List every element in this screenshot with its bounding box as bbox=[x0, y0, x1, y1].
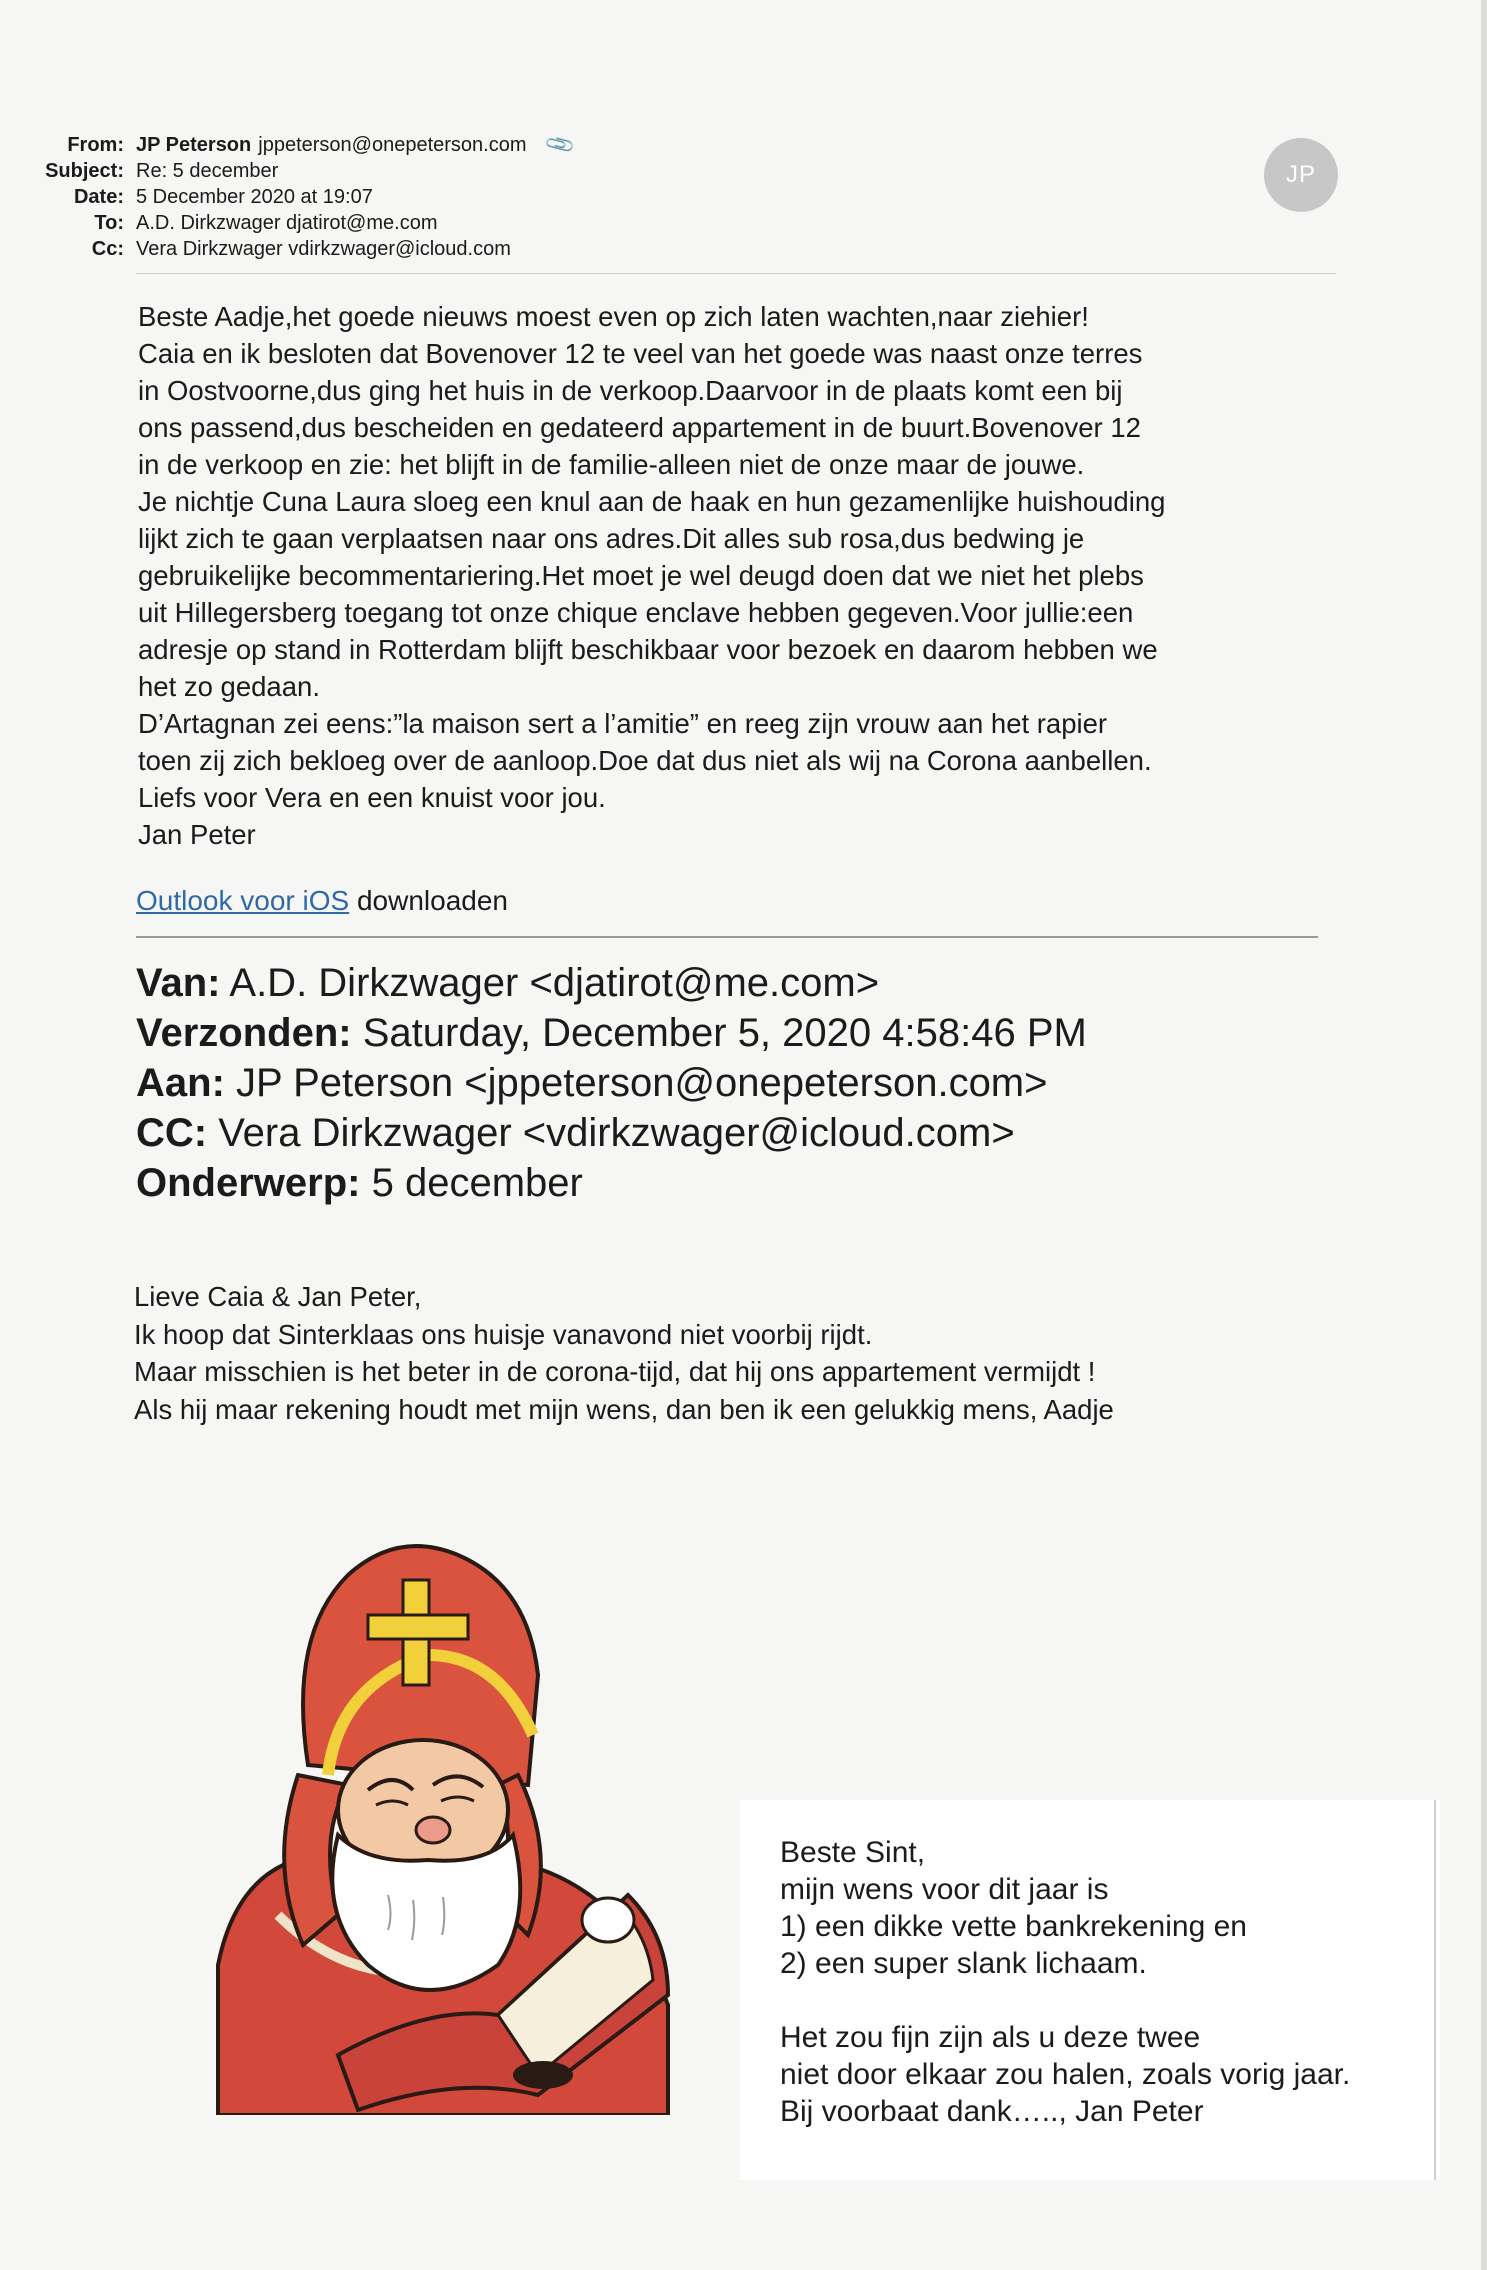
reply-line: Je nichtje Cuna Laura sloeg een knul aan de haak en hun gezamenlijke huishouding bbox=[138, 486, 1166, 517]
header-from-row bbox=[30, 128, 578, 162]
subject-label: Subject: bbox=[45, 160, 124, 182]
reply-line: Caia en ik besloten dat Bovenover 12 te veel van het goede was naast onze terres bbox=[138, 338, 1143, 369]
letter-line: Beste Sint, bbox=[780, 1836, 926, 1869]
original-line: Ik hoop dat Sinterklaas ons huisje vanavond niet voorbij rijdt. bbox=[134, 1318, 873, 1350]
page-edge-shadow bbox=[1481, 0, 1487, 2270]
email-header bbox=[30, 128, 578, 262]
cc-value: Vera Dirkzwager vdirkzwager@icloud.com bbox=[136, 238, 511, 260]
avatar: JP bbox=[1264, 138, 1338, 212]
reply-line: in Oostvoorne,dus ging het huis in de verkoop.Daarvoor in de plaats komt een bij bbox=[138, 375, 1123, 406]
reply-line: Jan Peter bbox=[138, 819, 256, 850]
reply-line: het zo gedaan. bbox=[138, 671, 320, 702]
letter-edge bbox=[1434, 1800, 1436, 2180]
header-date-row bbox=[30, 184, 573, 210]
outlook-suffix: downloaden bbox=[349, 885, 509, 916]
letter-line: Bij voorbaat dank….., Jan Peter bbox=[780, 2095, 1204, 2128]
reply-line: toen zij zich bekloeg over de aanloop.Doe dat dus niet als wij na Corona aanbellen. bbox=[138, 745, 1152, 776]
orig-from-label: Van: bbox=[136, 961, 221, 1005]
subject-value: Re: 5 december bbox=[136, 160, 279, 182]
reply-line: uit Hillegersberg toegang tot onze chique enclave hebben gegeven.Voor jullie:een bbox=[138, 597, 1134, 628]
to-value: A.D. Dirkzwager djatirot@me.com bbox=[136, 212, 438, 234]
reply-line: Beste Aadje,het goede nieuws moest even op zich laten wachten,naar ziehier! bbox=[138, 301, 1089, 332]
letter-line: 2) een super slank lichaam. bbox=[780, 1947, 1147, 1980]
reply-line: ons passend,dus bescheiden en gedateerd appartement in de buurt.Bovenover 12 bbox=[138, 412, 1141, 443]
orig-from-value: A.D. Dirkzwager <djatirot@me.com> bbox=[220, 961, 880, 1005]
letter-line: mijn wens voor dit jaar is bbox=[780, 1873, 1109, 1906]
orig-cc-label: CC: bbox=[136, 1111, 208, 1155]
header-subject-row bbox=[30, 158, 573, 184]
reply-line: Liefs voor Vera en een knuist voor jou. bbox=[138, 782, 606, 813]
from-label: From: bbox=[67, 134, 124, 156]
orig-to-row bbox=[136, 1058, 1087, 1108]
quote-divider bbox=[136, 936, 1318, 938]
outlook-signature bbox=[136, 885, 508, 917]
orig-cc-value: Vera Dirkzwager <vdirkzwager@icloud.com> bbox=[207, 1111, 1015, 1155]
orig-to-value: JP Peterson <jppeterson@onepeterson.com> bbox=[224, 1061, 1048, 1105]
orig-subject-value: 5 december bbox=[360, 1161, 583, 1205]
letter-line: niet door elkaar zou halen, zoals vorig jaar. bbox=[780, 2058, 1351, 2091]
cc-label: Cc: bbox=[91, 238, 124, 260]
orig-subject-label: Onderwerp: bbox=[136, 1161, 361, 1205]
date-value: 5 December 2020 at 19:07 bbox=[136, 186, 373, 208]
reply-line: gebruikelijke becommentariering.Het moet je wel deugd doen dat we niet het plebs bbox=[138, 560, 1144, 591]
reply-line: in de verkoop en zie: het blijft in de familie-alleen niet de onze maar de jouwe. bbox=[138, 449, 1085, 480]
from-name: JP Peterson bbox=[136, 134, 252, 156]
reply-line: lijkt zich te gaan verplaatsen naar ons adres.Dit alles sub rosa,dus bedwing je bbox=[138, 523, 1085, 554]
wish-letter bbox=[740, 1800, 1440, 2180]
reply-line: adresje op stand in Rotterdam blijft beschikbaar voor bezoek en daarom hebben we bbox=[138, 634, 1158, 665]
orig-from-row bbox=[136, 958, 1087, 1008]
sinterklaas-illustration bbox=[198, 1535, 718, 2115]
original-line: Als hij maar rekening houdt met mijn wens, dan ben ik een gelukkig mens, Aadje bbox=[134, 1393, 1114, 1425]
original-message-header bbox=[136, 958, 1087, 1208]
orig-to-label: Aan: bbox=[136, 1061, 225, 1105]
header-divider bbox=[136, 273, 1336, 274]
letter-line: Het zou fijn zijn als u deze twee bbox=[780, 2021, 1201, 2054]
date-label: Date: bbox=[73, 186, 124, 208]
header-cc-row bbox=[30, 236, 573, 262]
original-line: Lieve Caia & Jan Peter, bbox=[134, 1281, 422, 1312]
outlook-ios-link[interactable]: Outlook voor iOS bbox=[136, 885, 350, 916]
orig-subject-row bbox=[136, 1158, 1087, 1208]
orig-sent-value: Saturday, December 5, 2020 4:58:46 PM bbox=[351, 1011, 1087, 1055]
orig-sent-label: Verzonden: bbox=[136, 1011, 352, 1055]
header-to-row bbox=[30, 210, 573, 236]
letter-line: 1) een dikke vette bankrekening en bbox=[780, 1910, 1247, 1943]
from-email: jppeterson@onepeterson.com bbox=[258, 134, 527, 156]
letter-blank-line bbox=[780, 1982, 1350, 2019]
original-message-body bbox=[134, 1278, 1114, 1428]
to-label: To: bbox=[94, 212, 124, 234]
orig-sent-row bbox=[136, 1008, 1087, 1058]
reply-body bbox=[138, 298, 1358, 853]
original-line: Maar misschien is het beter in de corona-tijd, dat hij ons appartement vermijdt ! bbox=[134, 1356, 1096, 1387]
paperclip-icon: 📎 bbox=[544, 128, 578, 162]
orig-cc-row bbox=[136, 1108, 1087, 1158]
reply-line: D’Artagnan zei eens:”la maison sert a l’amitie” en reeg zijn vrouw aan het rapier bbox=[138, 708, 1108, 739]
